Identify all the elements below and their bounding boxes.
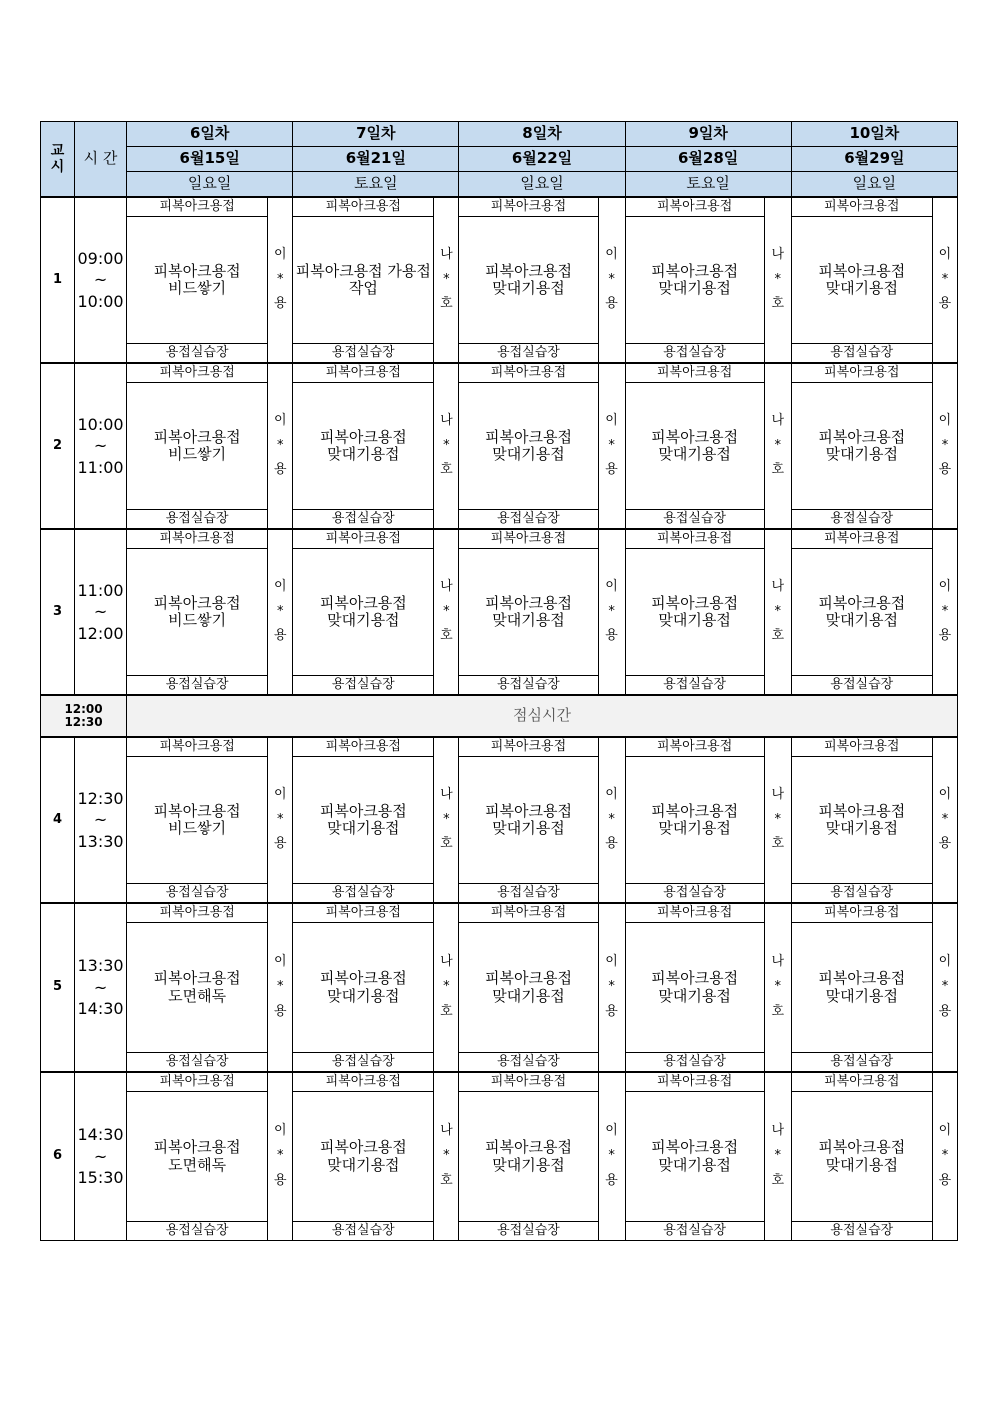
header-day-number: 10일차 (791, 122, 957, 147)
lesson-content: 피복아크용접 비드쌓기 (127, 757, 268, 884)
instructor: 이 * 용 (268, 737, 293, 903)
location: 용접실습장 (625, 676, 764, 696)
location: 용접실습장 (127, 344, 268, 364)
location: 용접실습장 (293, 344, 434, 364)
location: 용접실습장 (459, 676, 598, 696)
lesson-content: 피복아크용접 맞대기용접 (625, 757, 764, 884)
lesson-content: 피복아크용접 맞대기용접 (791, 549, 932, 676)
lesson-content: 피복아크용접 맞대기용접 (459, 383, 598, 510)
module-name: 피복아크용접 (127, 903, 268, 923)
lesson-content: 피복아크용접 맞대기용접 (459, 1092, 598, 1222)
header-day-number: 7일차 (293, 122, 459, 147)
lesson-content: 피복아크용접 맞대기용접 (791, 383, 932, 510)
lesson-content: 피복아크용접 맞대기용접 (625, 383, 764, 510)
lesson-content: 피복아크용접 맞대기용접 (791, 757, 932, 884)
instructor: 이 * 용 (268, 1072, 293, 1241)
module-name: 피복아크용접 (293, 1072, 434, 1092)
instructor: 이 * 용 (268, 363, 293, 529)
location: 용접실습장 (127, 510, 268, 530)
lesson-content: 피복아크용접 맞대기용접 (791, 1092, 932, 1222)
location: 용접실습장 (293, 1222, 434, 1241)
module-name: 피복아크용접 (293, 363, 434, 383)
module-name: 피복아크용접 (625, 903, 764, 923)
lesson-content: 피복아크용접 맞대기용접 (459, 217, 598, 344)
module-name: 피복아크용접 (293, 197, 434, 217)
instructor: 나 * 호 (764, 197, 791, 363)
module-name: 피복아크용접 (791, 197, 932, 217)
lesson-content: 피복아크용접 맞대기용접 (293, 549, 434, 676)
location: 용접실습장 (459, 884, 598, 904)
location: 용접실습장 (791, 344, 932, 364)
instructor: 이 * 용 (598, 903, 625, 1072)
location: 용접실습장 (625, 510, 764, 530)
location: 용접실습장 (127, 884, 268, 904)
instructor: 이 * 용 (932, 197, 957, 363)
period-row (41, 1072, 958, 1092)
header-date: 6월21일 (293, 147, 459, 172)
instructor: 이 * 용 (932, 363, 957, 529)
header-row-weekday (41, 172, 958, 198)
lesson-content: 피복아크용접 가용접 작업 (293, 217, 434, 344)
period-row (41, 737, 958, 757)
location: 용접실습장 (791, 884, 932, 904)
lesson-content: 피복아크용접 맞대기용접 (293, 923, 434, 1053)
module-name: 피복아크용접 (459, 529, 598, 549)
module-name: 피복아크용접 (791, 1072, 932, 1092)
instructor: 이 * 용 (598, 1072, 625, 1241)
header-date: 6월28일 (625, 147, 791, 172)
period-row (41, 197, 958, 217)
module-name: 피복아크용접 (625, 737, 764, 757)
location: 용접실습장 (625, 344, 764, 364)
lesson-content: 피복아크용접 맞대기용접 (459, 757, 598, 884)
location: 용접실습장 (459, 1053, 598, 1073)
lesson-content: 피복아크용접 비드쌓기 (127, 549, 268, 676)
lesson-content: 피복아크용접 맞대기용접 (459, 549, 598, 676)
period-number: 2 (41, 363, 75, 529)
module-name: 피복아크용접 (625, 363, 764, 383)
instructor: 이 * 용 (598, 529, 625, 695)
instructor: 나 * 호 (764, 529, 791, 695)
lesson-content: 피복아크용접 맞대기용접 (293, 1092, 434, 1222)
header-weekday: 일요일 (459, 172, 625, 198)
instructor: 나 * 호 (434, 197, 459, 363)
header-date: 6월29일 (791, 147, 957, 172)
header-row-day-number (41, 122, 958, 147)
lunch-row (41, 695, 958, 737)
instructor: 이 * 용 (268, 197, 293, 363)
module-name: 피복아크용접 (127, 737, 268, 757)
module-name: 피복아크용접 (625, 529, 764, 549)
instructor: 이 * 용 (932, 1072, 957, 1241)
lesson-content: 피복아크용접 비드쌓기 (127, 217, 268, 344)
module-name: 피복아크용접 (459, 197, 598, 217)
period-time: 12:30 ~ 13:30 (75, 737, 127, 903)
period-row (41, 903, 958, 923)
lesson-content: 피복아크용접 비드쌓기 (127, 383, 268, 510)
instructor: 이 * 용 (268, 529, 293, 695)
lesson-content: 피복아크용접 맞대기용접 (625, 549, 764, 676)
header-weekday: 일요일 (127, 172, 293, 198)
location: 용접실습장 (625, 1222, 764, 1241)
period-time: 11:00 ~ 12:00 (75, 529, 127, 695)
lesson-content: 피복아크용접 맞대기용접 (625, 1092, 764, 1222)
lesson-content: 피복아크용접 맞대기용접 (293, 757, 434, 884)
lesson-content: 피복아크용접 맞대기용접 (459, 923, 598, 1053)
header-weekday: 토요일 (293, 172, 459, 198)
period-row (41, 529, 958, 549)
period-number: 4 (41, 737, 75, 903)
lesson-content: 피복아크용접 도면해독 (127, 923, 268, 1053)
location: 용접실습장 (293, 1053, 434, 1073)
instructor: 이 * 용 (932, 529, 957, 695)
lunch-time: 12:00 12:30 (41, 695, 127, 737)
module-name: 피복아크용접 (127, 363, 268, 383)
lunch-label: 점심시간 (127, 695, 958, 737)
location: 용접실습장 (459, 1222, 598, 1241)
period-time: 13:30 ~ 14:30 (75, 903, 127, 1072)
location: 용접실습장 (791, 1053, 932, 1073)
period-number: 5 (41, 903, 75, 1072)
module-name: 피복아크용접 (127, 197, 268, 217)
module-name: 피복아크용접 (293, 529, 434, 549)
time-header: 시 간 (75, 122, 127, 198)
location: 용접실습장 (127, 1222, 268, 1241)
period-time: 10:00 ~ 11:00 (75, 363, 127, 529)
location: 용접실습장 (127, 676, 268, 696)
instructor: 나 * 호 (434, 1072, 459, 1241)
lesson-content: 피복아크용접 맞대기용접 (791, 923, 932, 1053)
location: 용접실습장 (293, 510, 434, 530)
location: 용접실습장 (127, 1053, 268, 1073)
instructor: 나 * 호 (434, 529, 459, 695)
header-day-number: 8일차 (459, 122, 625, 147)
instructor: 나 * 호 (764, 737, 791, 903)
module-name: 피복아크용접 (459, 1072, 598, 1092)
location: 용접실습장 (293, 884, 434, 904)
instructor: 이 * 용 (932, 737, 957, 903)
header-weekday: 일요일 (791, 172, 957, 198)
header-day-number: 6일차 (127, 122, 293, 147)
instructor: 나 * 호 (764, 903, 791, 1072)
module-name: 피복아크용접 (127, 1072, 268, 1092)
module-name: 피복아크용접 (293, 737, 434, 757)
location: 용접실습장 (791, 676, 932, 696)
instructor: 이 * 용 (932, 903, 957, 1072)
period-number: 1 (41, 197, 75, 363)
instructor: 이 * 용 (268, 903, 293, 1072)
instructor: 이 * 용 (598, 197, 625, 363)
instructor: 나 * 호 (434, 903, 459, 1072)
schedule-table (40, 121, 958, 1241)
period-time: 14:30 ~ 15:30 (75, 1072, 127, 1241)
header-date: 6월22일 (459, 147, 625, 172)
period-header: 교시 (41, 122, 75, 198)
module-name: 피복아크용접 (791, 737, 932, 757)
location: 용접실습장 (625, 1053, 764, 1073)
location: 용접실습장 (459, 510, 598, 530)
module-name: 피복아크용접 (459, 903, 598, 923)
module-name: 피복아크용접 (459, 737, 598, 757)
instructor: 이 * 용 (598, 363, 625, 529)
module-name: 피복아크용접 (625, 1072, 764, 1092)
location: 용접실습장 (791, 510, 932, 530)
header-row-date (41, 147, 958, 172)
instructor: 이 * 용 (598, 737, 625, 903)
location: 용접실습장 (293, 676, 434, 696)
instructor: 나 * 호 (434, 363, 459, 529)
header-date: 6월15일 (127, 147, 293, 172)
instructor: 나 * 호 (434, 737, 459, 903)
module-name: 피복아크용접 (791, 363, 932, 383)
instructor: 나 * 호 (764, 363, 791, 529)
lesson-content: 피복아크용접 맞대기용접 (625, 923, 764, 1053)
period-number: 6 (41, 1072, 75, 1241)
lesson-content: 피복아크용접 맞대기용접 (293, 383, 434, 510)
location: 용접실습장 (459, 344, 598, 364)
module-name: 피복아크용접 (625, 197, 764, 217)
lesson-content: 피복아크용접 맞대기용접 (791, 217, 932, 344)
location: 용접실습장 (791, 1222, 932, 1241)
module-name: 피복아크용접 (127, 529, 268, 549)
instructor: 나 * 호 (764, 1072, 791, 1241)
lesson-content: 피복아크용접 맞대기용접 (625, 217, 764, 344)
header-day-number: 9일차 (625, 122, 791, 147)
module-name: 피복아크용접 (293, 903, 434, 923)
header-weekday: 토요일 (625, 172, 791, 198)
lesson-content: 피복아크용접 도면해독 (127, 1092, 268, 1222)
module-name: 피복아크용접 (791, 903, 932, 923)
location: 용접실습장 (625, 884, 764, 904)
period-row (41, 363, 958, 383)
module-name: 피복아크용접 (459, 363, 598, 383)
period-time: 09:00 ~ 10:00 (75, 197, 127, 363)
module-name: 피복아크용접 (791, 529, 932, 549)
period-number: 3 (41, 529, 75, 695)
